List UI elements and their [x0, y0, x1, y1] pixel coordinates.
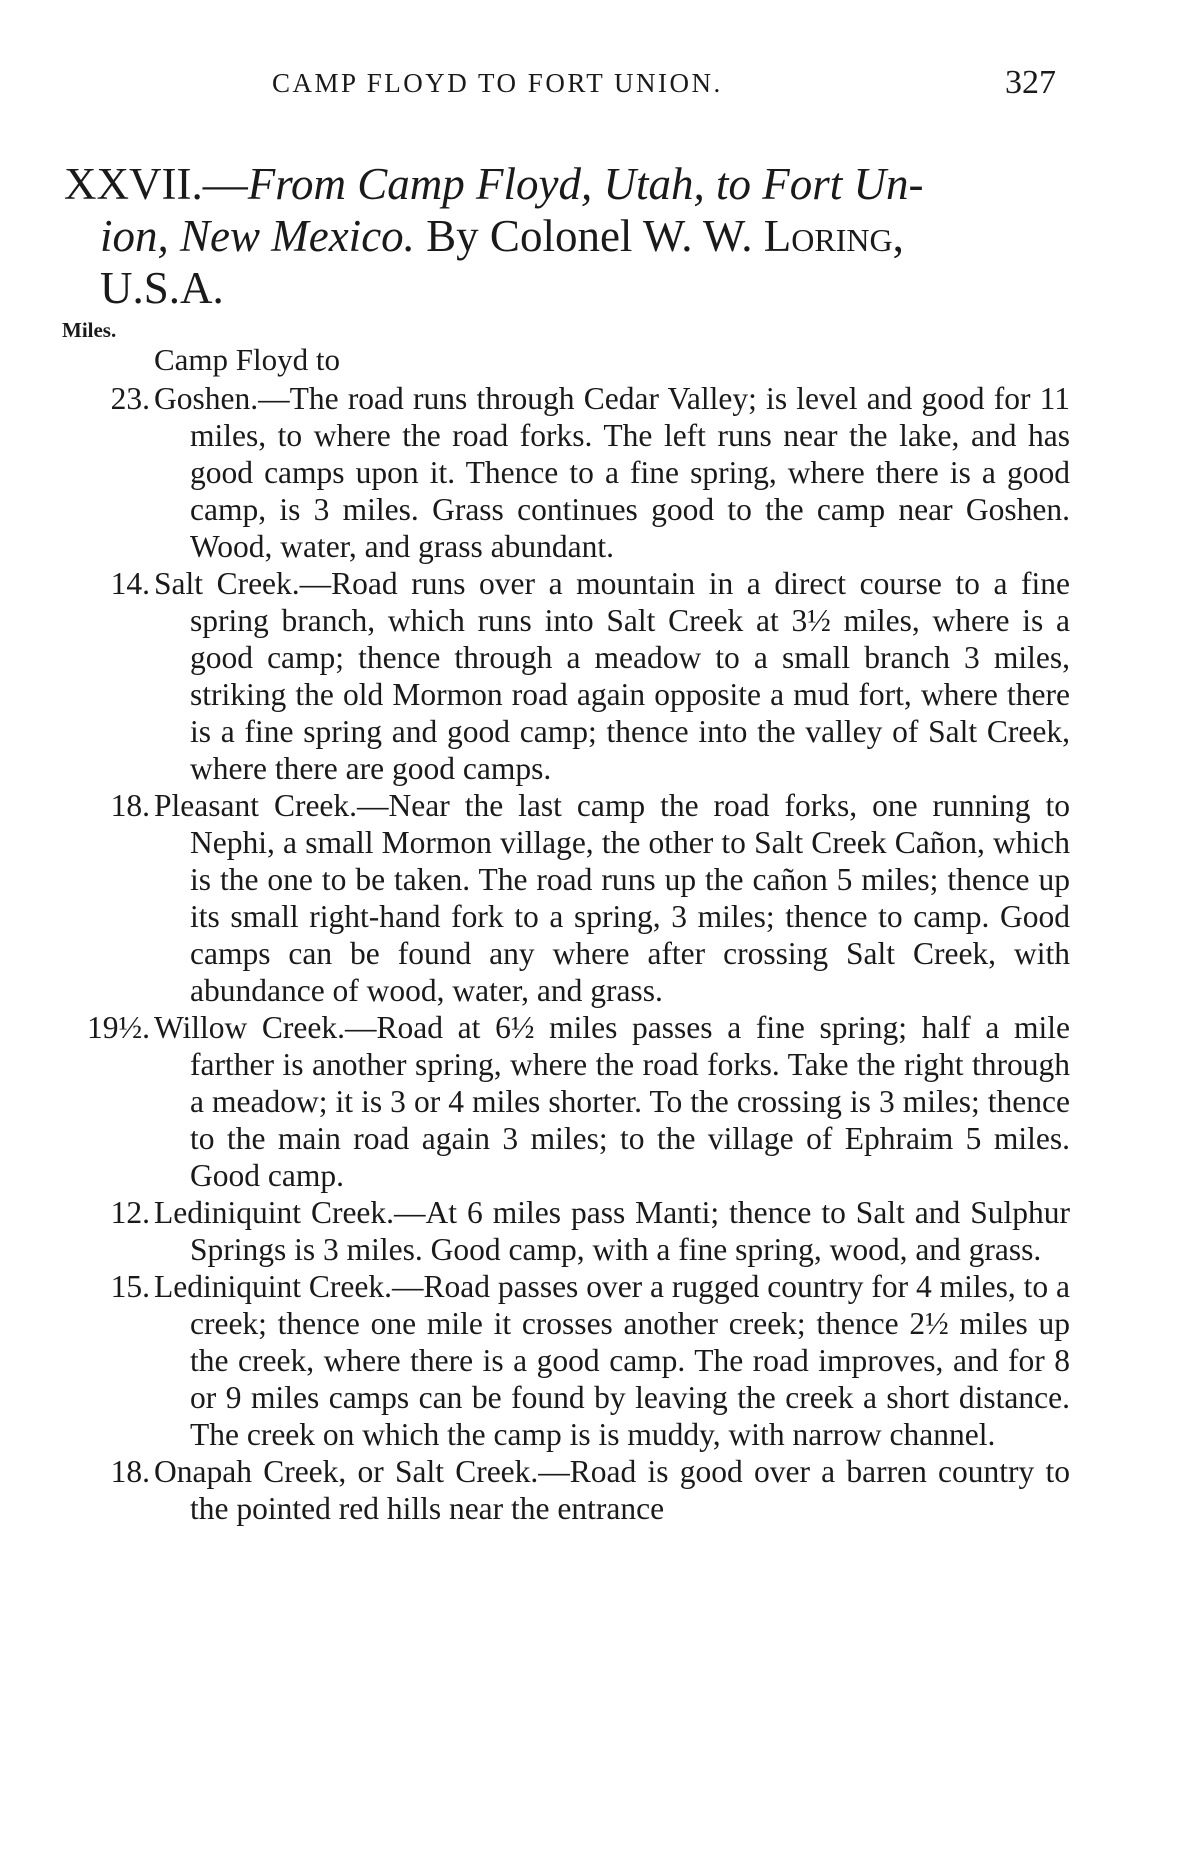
page-number: 327 [1005, 64, 1056, 101]
entry-text: Salt Creek.—Road runs over a mountain in a direct course to a fine spring branch, which runs into Salt Creek at 3½ miles, where is a good camp; thence through a meadow to a small branch 3 miles, striking the old Mormon road again opposite a mud fort, where there is a fine spring and good camp; thence into the valley of Salt Creek, where there are good camps. [154, 566, 1070, 786]
heading-line-3: U.S.A. [100, 263, 224, 313]
entry-text: Pleasant Creek.—Near the last camp the road forks, one running to Nephi, a small Mormon village, the other to Salt Creek Cañon, which is the one to be taken. The road runs up the cañon 5 miles; thence up its small right-hand fork to a spring, 3 miles; thence to camp. Good camps can be found any where after crossing Salt Creek, with abundance of wood, water, and grass. [154, 788, 1070, 1008]
section-title-part-1: From Camp Floyd, Utah, to Fort Un- [247, 159, 924, 209]
miles-column-label: Miles. [62, 318, 117, 342]
author-prefix: By Colonel W. W. [426, 211, 764, 261]
entry-miles: 23. [110, 381, 150, 416]
route-entry [110, 380, 1070, 565]
entry-miles: 18. [110, 788, 150, 823]
entry-text: Onapah Creek, or Salt Creek.—Road is good over a barren country to the pointed red hills near the entrance [154, 1454, 1070, 1526]
route-entry [110, 787, 1070, 1009]
running-head [0, 64, 1188, 108]
section-title-part-2: ion, New Mexico. [100, 211, 415, 261]
section-heading [64, 158, 1084, 314]
entry-text: Lediniquint Creek.—At 6 miles pass Manti; thence to Salt and Sulphur Springs is 3 miles. Good camp, with a fine spring, wood, and grass. [154, 1195, 1070, 1267]
entry-miles: 18. [110, 1454, 150, 1489]
author-name: Loring [763, 211, 893, 261]
route-entry [87, 1009, 1070, 1194]
heading-line-1 [64, 158, 1084, 210]
entry-miles: 15. [110, 1269, 150, 1304]
entry-text: Lediniquint Creek.—Road passes over a rugged country for 4 miles, to a creek; thence one mile it crosses another creek; thence 2½ miles up the creek, where there is a good camp. The road improves, and for 8 or 9 miles camps can be found by leaving the creek a short distance. The creek on which the camp is is muddy, with narrow channel. [154, 1269, 1070, 1452]
route-entry [110, 1268, 1070, 1453]
route-entry [110, 1453, 1070, 1527]
route-origin: Camp Floyd to [154, 342, 341, 377]
entry-miles: 19½. [87, 1010, 150, 1045]
entry-text: Willow Creek.—Road at 6½ miles passes a fine spring; half a mile farther is another spring, where the road forks. Take the right through a meadow; it is 3 or 4 miles shorter. To the crossing is 3 miles; thence to the main road again 3 miles; to the village of Ephraim 5 miles. Good camp. [154, 1010, 1070, 1193]
entry-miles: 12. [110, 1195, 150, 1230]
route-entry [110, 1194, 1070, 1268]
section-number: XXVII.— [64, 159, 248, 209]
entry-miles: 14. [110, 566, 150, 601]
route-entry [110, 565, 1070, 787]
author-suffix: , [892, 211, 904, 261]
entry-text: Goshen.—The road runs through Cedar Valley; is level and good for 11 miles, to where the road forks. The left runs near the lake, and has good camps upon it. Thence to a fine spring, where there is a good camp, is 3 miles. Grass continues good to the camp near Goshen. Wood, water, and grass abundant. [154, 381, 1070, 564]
running-title: CAMP FLOYD TO FORT UNION. [272, 68, 723, 98]
heading-line-2 [64, 210, 1084, 262]
route-entries [0, 380, 1188, 1527]
